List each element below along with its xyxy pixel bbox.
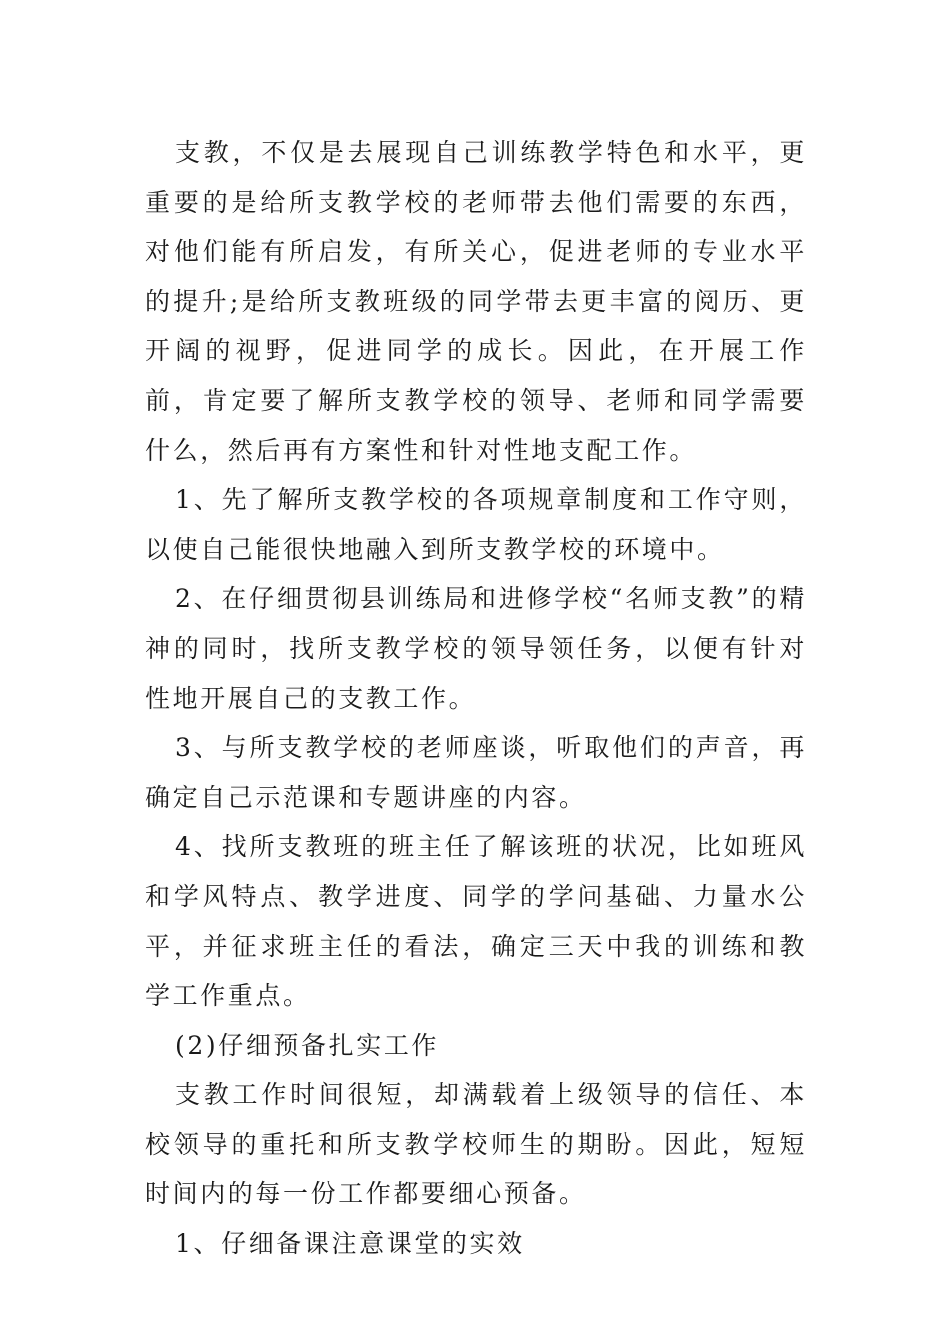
paragraph-intro: 支教，不仅是去展现自己训练教学特色和水平，更重要的是给所支教学校的老师带去他们需要的东西，对他们能有所启发，有所关心，促进老师的专业水平的提升;是给所支教班级的同学带去更丰富的阅历、更开阔的视野，促进同学的成长。因此，在开展工作前，肯定要了解所支教学校的领导、老师和同学需要什么，然后再有方案性和针对性地支配工作。	[145, 138, 807, 465]
paragraph-item-3: 3、与所支教学校的老师座谈，听取他们的声音，再确定自己示范课和专题讲座的内容。	[145, 733, 807, 812]
section-heading: (2)仔细预备扎实工作	[175, 1030, 440, 1060]
document-body	[145, 128, 807, 1269]
paragraph-item-4: 4、找所支教班的班主任了解该班的状况，比如班风和学风特点、教学进度、同学的学问基础、力量水公平，并征求班主任的看法，确定三天中我的训练和教学工作重点。	[145, 832, 807, 1011]
paragraph-section-intro: 支教工作时间很短，却满载着上级领导的信任、本校领导的重托和所支教学校师生的期盼。因此，短短时间内的每一份工作都要细心预备。	[145, 1080, 807, 1209]
paragraph-item-1: 1、先了解所支教学校的各项规章制度和工作守则，以使自己能很快地融入到所支教学校的环境中。	[145, 485, 807, 564]
paragraph-item-2: 2、在仔细贯彻县训练局和进修学校“名师支教”的精神的同时，找所支教学校的领导领任务，以便有针对性地开展自己的支教工作。	[145, 584, 807, 713]
paragraph-subitem-1: 1、仔细备课注意课堂的实效	[175, 1229, 525, 1259]
